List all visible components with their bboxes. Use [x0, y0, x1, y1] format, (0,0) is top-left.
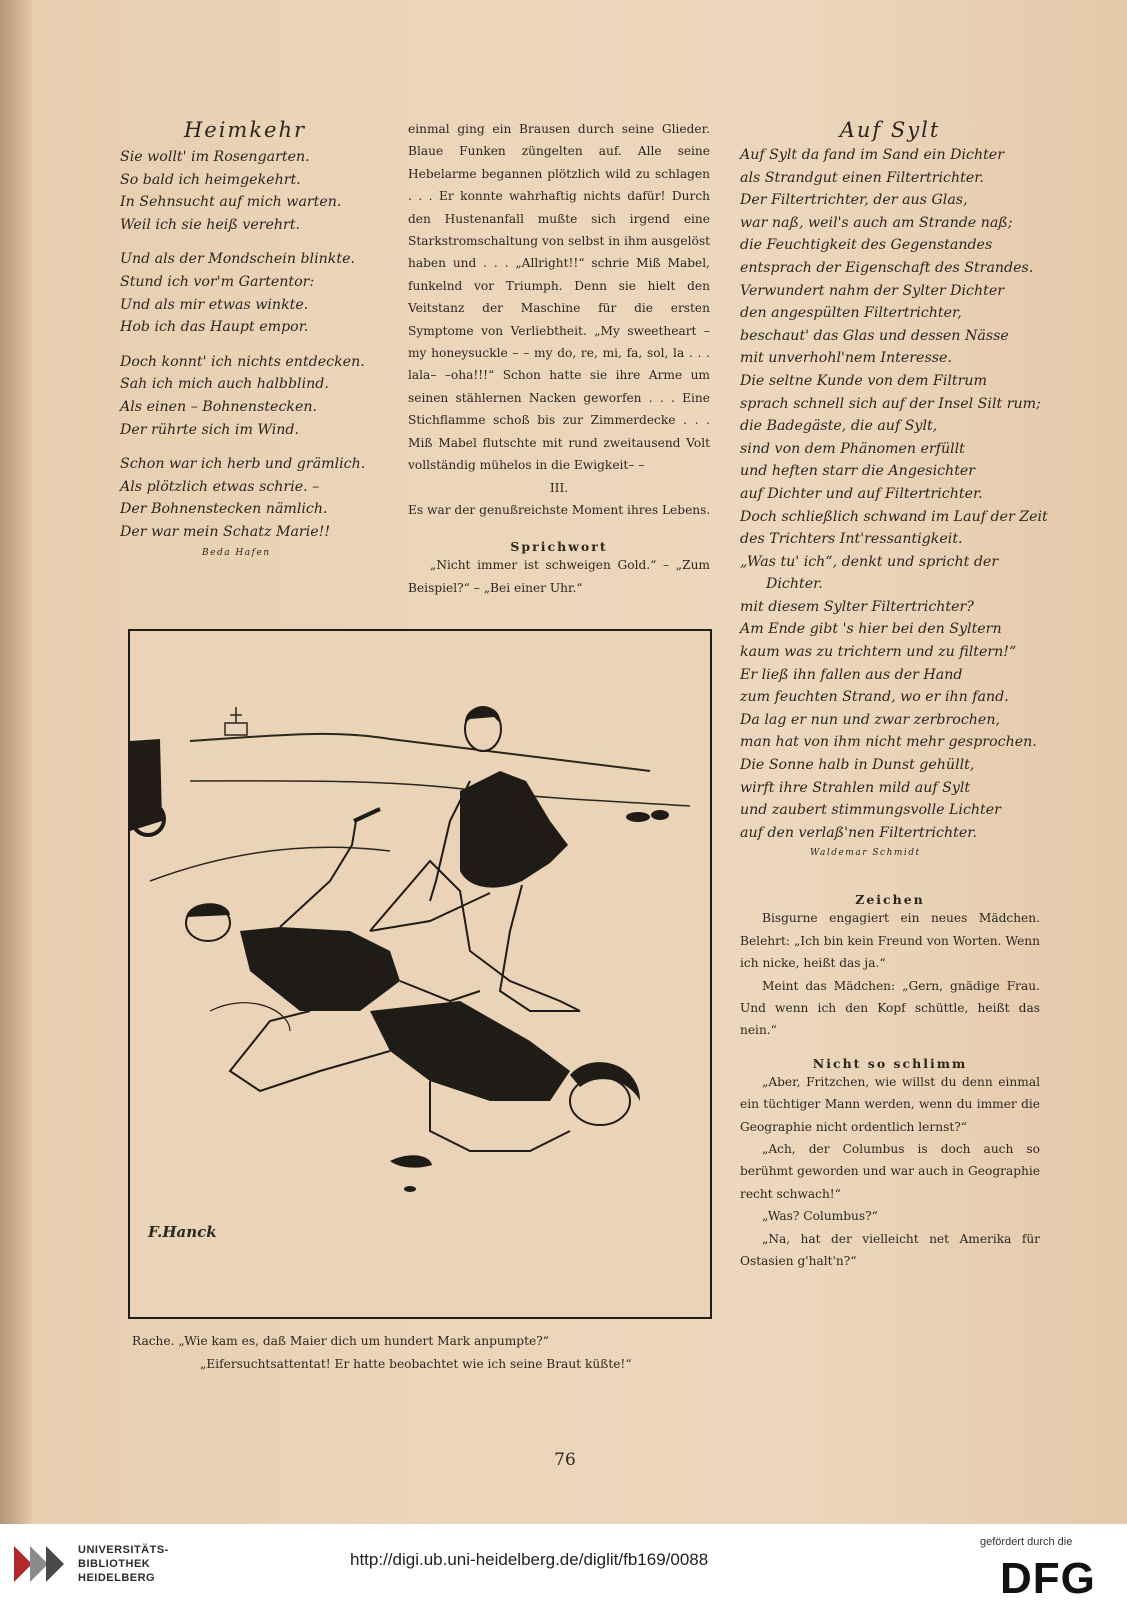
author: Beda Hafen	[202, 547, 271, 558]
story-closing: Es war der genußreichste Moment ihres Lebens.	[408, 502, 711, 517]
verse-line: Sah ich mich auch halbblind.	[120, 376, 329, 393]
verse-line: Und als mir etwas winkte.	[120, 296, 309, 313]
stanza	[120, 351, 385, 441]
dialogue-line: „Na, hat der vielleicht net Amerika für Ostasien g'halt'n?“	[740, 1231, 1040, 1269]
page-spine-shadow	[0, 0, 34, 1524]
distant-ship-icon	[225, 707, 247, 735]
zeichen-paragraph: Meint das Mädchen: „Gern, gnädige Frau. Und wenn ich den Kopf schüttle, heißt das nein.“	[740, 978, 1040, 1038]
dfg-logo: DFG	[1000, 1554, 1096, 1603]
verse-line: beschaut' das Glas und dessen Nässe	[740, 327, 1009, 344]
caption-line: Rache. „Wie kam es, daß Maier dich um hundert Mark anpumpte?“	[132, 1334, 549, 1348]
funding-note: gefördert durch die	[980, 1536, 1073, 1548]
verse-line: Am Ende gibt 's hier bei den Syltern	[740, 621, 1002, 638]
verse-line: die Badegäste, die auf Sylt,	[740, 418, 938, 435]
sitting-man-figure	[370, 707, 580, 1012]
verse-line: Und als der Mondschein blinkte.	[120, 251, 355, 268]
verse-line: Doch konnt' ich nichts entdecken.	[120, 353, 365, 370]
library-name-line: HEIDELBERG	[78, 1572, 156, 1584]
verse-list	[740, 144, 1060, 844]
verse-line: Hob ich das Haupt empor.	[120, 319, 309, 336]
caption-line: „Eifersuchtsattentat! Er hatte beobachtet wie ich seine Braut küßte!“	[200, 1357, 632, 1371]
verse-line: den angespülten Filtertrichter,	[740, 305, 962, 322]
verse-line: Der Bohnenstecken nämlich.	[120, 501, 328, 518]
sprichwort-text: „Nicht immer ist schweigen Gold.“ – „Zum Beispiel?“ – „Bei einer Uhr.“	[408, 558, 710, 595]
library-name-line: UNIVERSITÄTS-	[78, 1544, 169, 1556]
story-paragraph: einmal ging ein Brausen durch seine Glieder. Blaue Funken züngelten auf. Alle seine Hebelarme begannen plötzlich wild zu schlagen . . . Er konnte wahrhaftig nichts dafür! Durch den Hustenanfall mußte sich irgend eine Starkstromschaltung von selbst in ihm ausgelöst haben und . . . „Allright!!“ schrie Miß Mabel, funkelnd vor Triumph. Denn sie hielt den Veitstanz der Maschine für die ersten Symptome von Verliebtheit. „My sweetheart – my honeysuckle – – my do, re, mi, fa, sol, la . . . lala– –oha!!!“ Schon hatte sie ihre Arme um seinen stählernen Nacken geworfen . . . Eine Stichflamme schoß bis zur Zimmerdecke . . . Miß Mabel flutschte mit rund zweitausend Volt vollständig mühelos in die Ewigkeit– –	[408, 122, 710, 473]
verse-line: entsprach der Eigenschaft des Strandes.	[740, 259, 1034, 276]
poem-title: Auf Sylt	[839, 118, 941, 142]
beach-car-icon	[130, 739, 164, 835]
library-name-line: BIBLIOTHEK	[78, 1558, 151, 1570]
university-library-logo-icon	[10, 1540, 70, 1588]
verse-line: des Trichters Int'ressantigkeit.	[740, 531, 963, 548]
verse-line: Verwundert nahm der Sylter Dichter	[740, 282, 1005, 299]
verse-line: Der war mein Schatz Marie!!	[120, 523, 331, 540]
verse-line: Auf Sylt da fand im Sand ein Dichter	[740, 147, 1004, 163]
sprichwort-title: Sprichwort	[510, 539, 608, 555]
zeichen-paragraph: Bisgurne engagiert ein neues Mädchen. Belehrt: „Ich bin kein Freund von Worten. Wenn ich nicke, heißt das ja.“	[740, 911, 1040, 971]
zeichen-body	[740, 907, 1040, 1041]
zeichen-title: Zeichen	[855, 892, 925, 908]
verse-line: Schon war ich herb und grämlich.	[120, 456, 366, 473]
verse-line: sind von dem Phänomen erfüllt	[740, 440, 965, 457]
verse-line: war naß, weil's auch am Strande naß;	[740, 214, 1013, 231]
story-signature: III.	[549, 480, 569, 495]
artist-signature: F.Hanck	[148, 1223, 217, 1241]
page-number: 76	[554, 1450, 576, 1470]
verse-line: zum feuchten Strand, wo er ihn fand.	[740, 689, 1009, 706]
verse-line: und zaubert stimmungsvolle Lichter	[740, 802, 1001, 819]
verse-line: sprach schnell sich auf der Insel Silt rum;	[740, 395, 1041, 412]
verse-line: Als einen – Bohnenstecken.	[120, 398, 318, 415]
story-column	[408, 118, 710, 599]
verse-line: Er ließ ihn fallen aus der Hand	[740, 666, 963, 683]
stanza	[120, 146, 385, 236]
verse-line: Die Sonne halb in Dunst gehüllt,	[740, 757, 975, 774]
verse-line: In Sehnsucht auf mich warten.	[120, 194, 342, 211]
verse-line: So bald ich heimgekehrt.	[120, 171, 301, 188]
verse-line: Als plötzlich etwas schrie. –	[120, 478, 320, 495]
beach-scene-drawing	[130, 631, 710, 1317]
verse-line: Der rührte sich im Wind.	[120, 421, 300, 438]
verse-line: Dichter.	[766, 576, 823, 593]
digitization-footer	[0, 1524, 1127, 1610]
verse-line: kaum was zu trichtern und zu filtern!“	[740, 644, 1017, 661]
verse-line: auf Dichter und auf Filtertrichter.	[740, 485, 983, 502]
verse-line: man hat von ihm nicht mehr gesprochen.	[740, 734, 1037, 751]
verse-line: Sie wollt' im Rosengarten.	[120, 149, 310, 165]
stanza	[120, 453, 385, 543]
verse-line: „Was tu' ich“, denkt und spricht der	[740, 553, 999, 570]
verse-line: die Feuchtigkeit des Gegenstandes	[740, 237, 993, 254]
verse-line: und heften starr die Angesichter	[740, 463, 976, 480]
poem-heimkehr	[120, 118, 385, 558]
dialogue-line: „Ach, der Columbus is doch auch so berühmt geworden und war auch in Geographie recht schwach!“	[740, 1142, 1040, 1201]
verse-line: mit unverhohl'nem Interesse.	[740, 350, 952, 367]
verse-line: Die seltne Kunde von dem Filtrum	[740, 372, 987, 389]
verse-line: Doch schließlich schwand im Lauf der Zeit	[740, 508, 1048, 525]
verse-line: Stund ich vor'm Gartentor:	[120, 273, 315, 290]
verse-line: auf den verlaß'nen Filtertrichter.	[740, 824, 977, 841]
author: Waldemar Schmidt	[810, 848, 921, 859]
beach-illustration	[128, 629, 712, 1319]
poem-title: Heimkehr	[183, 118, 307, 142]
illustration-caption	[132, 1330, 712, 1376]
nicht-so-schlimm-body	[740, 1071, 1040, 1273]
sleeping-woman-figure	[230, 1001, 640, 1151]
verse-line: als Strandgut einen Filtertrichter.	[740, 169, 984, 186]
stanza	[120, 248, 385, 338]
permalink[interactable]: http://digi.ub.uni-heidelberg.de/diglit/fb169/0088	[350, 1550, 709, 1569]
verse-line: wirft ihre Strahlen mild auf Sylt	[740, 779, 971, 796]
verse-line: Der Filtertrichter, der aus Glas,	[740, 192, 968, 209]
verse-line: Da lag er nun und zwar zerbrochen,	[740, 711, 1000, 728]
verse-line: Weil ich sie heiß verehrt.	[120, 216, 301, 233]
swimmers-icon	[626, 810, 669, 822]
nicht-so-schlimm-title: Nicht so schlimm	[812, 1055, 968, 1071]
verse-line: mit diesem Sylter Filtertrichter?	[740, 598, 974, 615]
dialogue-line: „Was? Columbus?“	[762, 1209, 878, 1224]
poem-auf-sylt	[740, 118, 1060, 1273]
dialogue-line: „Aber, Fritzchen, wie willst du denn einmal ein tüchtiger Mann werden, wenn du immer die Geographie nicht ordentlich lernst?“	[740, 1074, 1040, 1134]
